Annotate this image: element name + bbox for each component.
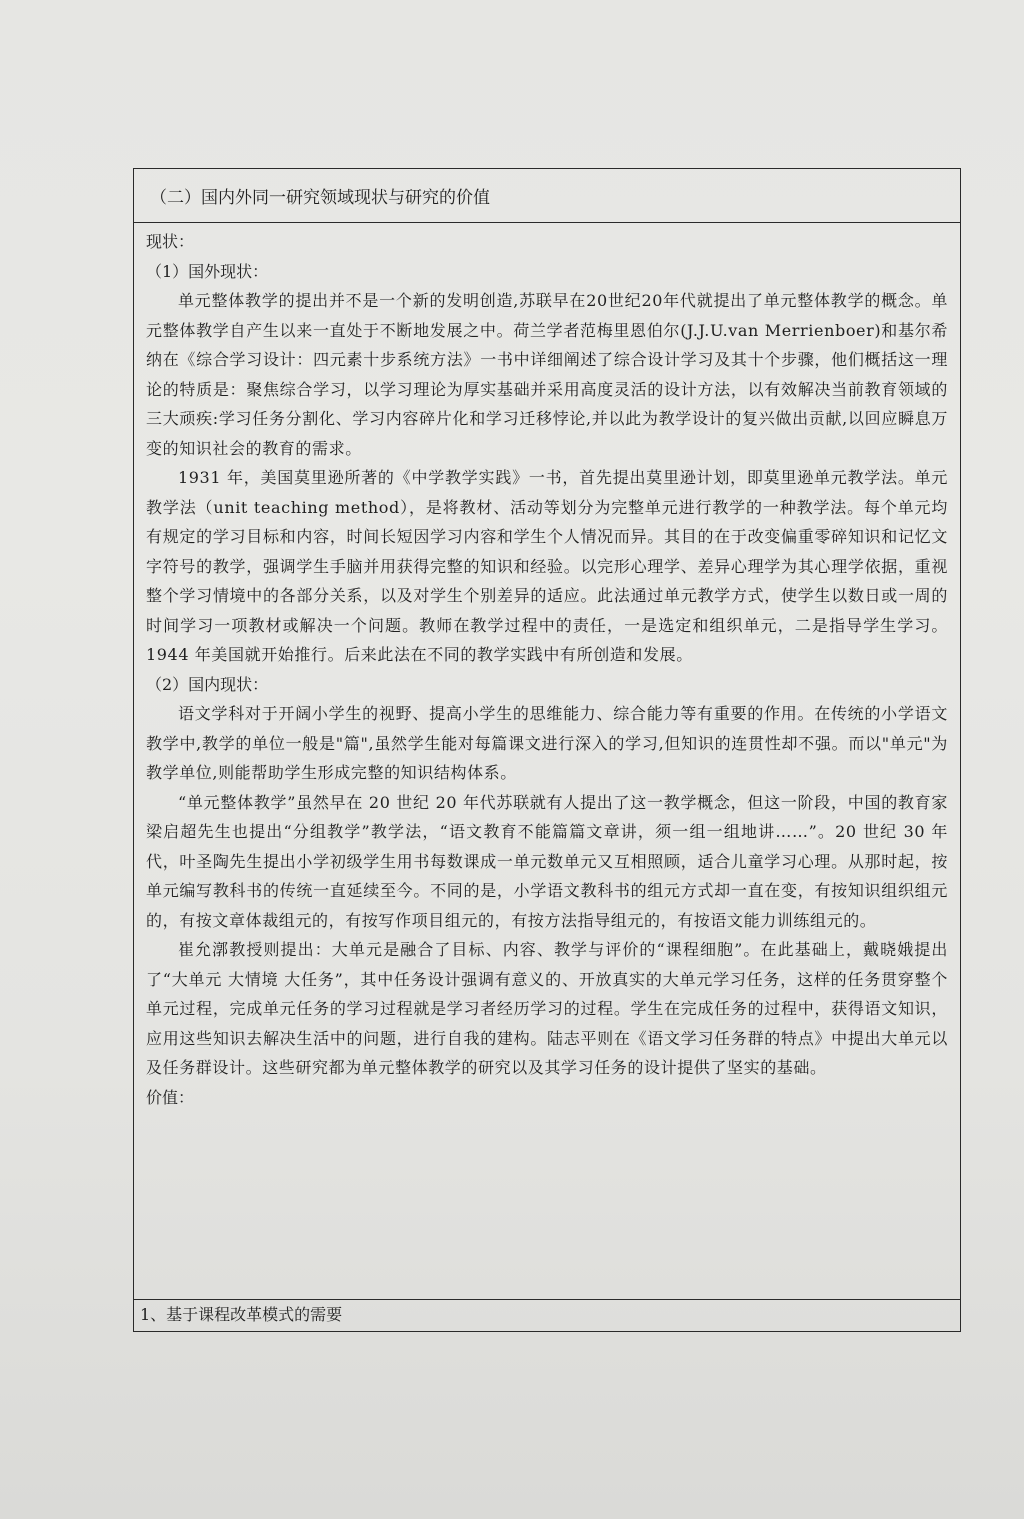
foreign-paragraph-2: 1931 年，美国莫里逊所著的《中学教学实践》一书，首先提出莫里逊计划，即莫里逊单元教学法。单元教学法（unit teaching method），是将教材、活动等划分为完整单元进行教学的一种教学法。每个单元均有规定的学习目标和内容，时间长短因学习内容和学生个人情况而异。其目的在于改变偏重零碎知识和记忆文字符号的教学，强调学生手脑并用获得完整的知识和经验。以完形心理学、差异心理学为其心理学依据，重视整个学习情境中的各部分关系，以及对学生个别差异的适应。此法通过单元教学方式，使学生以数日或一周的时间学习一项教材或解决一个问题。教师在教学过程中的责任，一是选定和组织单元，二是指导学生学习。1944 年美国就开始推行。后来此法在不同的教学实践中有所创造和发展。 — [146, 468, 948, 664]
foreign-paragraph-1: 单元整体教学的提出并不是一个新的发明创造,苏联早在20世纪20年代就提出了单元整体教学的概念。单元整体教学自产生以来一直处于不断地发展之中。荷兰学者范梅里恩伯尔(J.J.U.van Merrienboer)和基尔希纳在《综合学习设计：四元素十步系统方法》一书中详细阐述了综合设计学习及其十个步骤，他们概括这一理论的特质是：聚焦综合学习，以学习理论为厚实基础并采用高度灵活的设计方法，以有效解决当前教育领域的三大顽疾:学习任务分割化、学习内容碎片化和学习迁移悖论,并以此为教学设计的复兴做出贡献,以回应瞬息万变的知识社会的教育的需求。 — [146, 291, 948, 458]
form-table — [133, 168, 961, 1332]
content-cell — [134, 223, 960, 1247]
value-label: 价值： — [146, 1087, 195, 1107]
domestic-paragraph-3: 崔允漷教授则提出：大单元是融合了目标、内容、教学与评价的“课程细胞”。在此基础上，戴晓娥提出了“大单元 大情境 大任务”，其中任务设计强调有意义的、开放真实的大单元学习任务，这样的任务贯穿整个单元过程，完成单元任务的学习过程就是学习者经历学习的过程。学生在完成任务的过程中，获得语文知识，应用这些知识去解决生活中的问题，进行自我的建构。陆志平则在《语文学习任务群的特点》中提出大单元以及任务群设计。这些研究都为单元整体教学的研究以及其学习任务的设计提供了坚实的基础。 — [146, 940, 948, 1077]
section-title-row — [134, 169, 960, 223]
status-label: 现状： — [146, 232, 195, 251]
value-item-row — [134, 1299, 960, 1331]
section-title: （二）国内外同一研究领域现状与研究的价值 — [150, 188, 490, 208]
domestic-heading: （2）国内现状： — [146, 674, 269, 694]
domestic-paragraph-1: 语文学科对于开阔小学生的视野、提高小学生的思维能力、综合能力等有重要的作用。在传统的小学语文教学中,教学的单位一般是"篇",虽然学生能对每篇课文进行深入的学习,但知识的连贯性却不强。而以"单元"为教学单位,则能帮助学生形成完整的知识结构体系。 — [146, 704, 948, 782]
value-item-1: 1、基于课程改革模式的需要 — [140, 1305, 343, 1324]
domestic-paragraph-2: “单元整体教学”虽然早在 20 世纪 20 年代苏联就有人提出了这一教学概念，但这一阶段，中国的教育家梁启超先生也提出“分组教学”教学法，“语文教育不能篇篇文章讲，须一组一组地讲……”。20 世纪 30 年代，叶圣陶先生提出小学初级学生用书每数课成一单元数单元又互相照顾，适合儿童学习心理。从那时起，按单元编写教科书的传统一直延续至今。不同的是，小学语文教科书的组元方式却一直在变，有按知识组织组元的，有按文章体裁组元的，有按写作项目组元的，有按方法指导组元的，有按语文能力训练组元的。 — [146, 792, 948, 930]
foreign-heading: （1）国外现状： — [146, 261, 269, 281]
